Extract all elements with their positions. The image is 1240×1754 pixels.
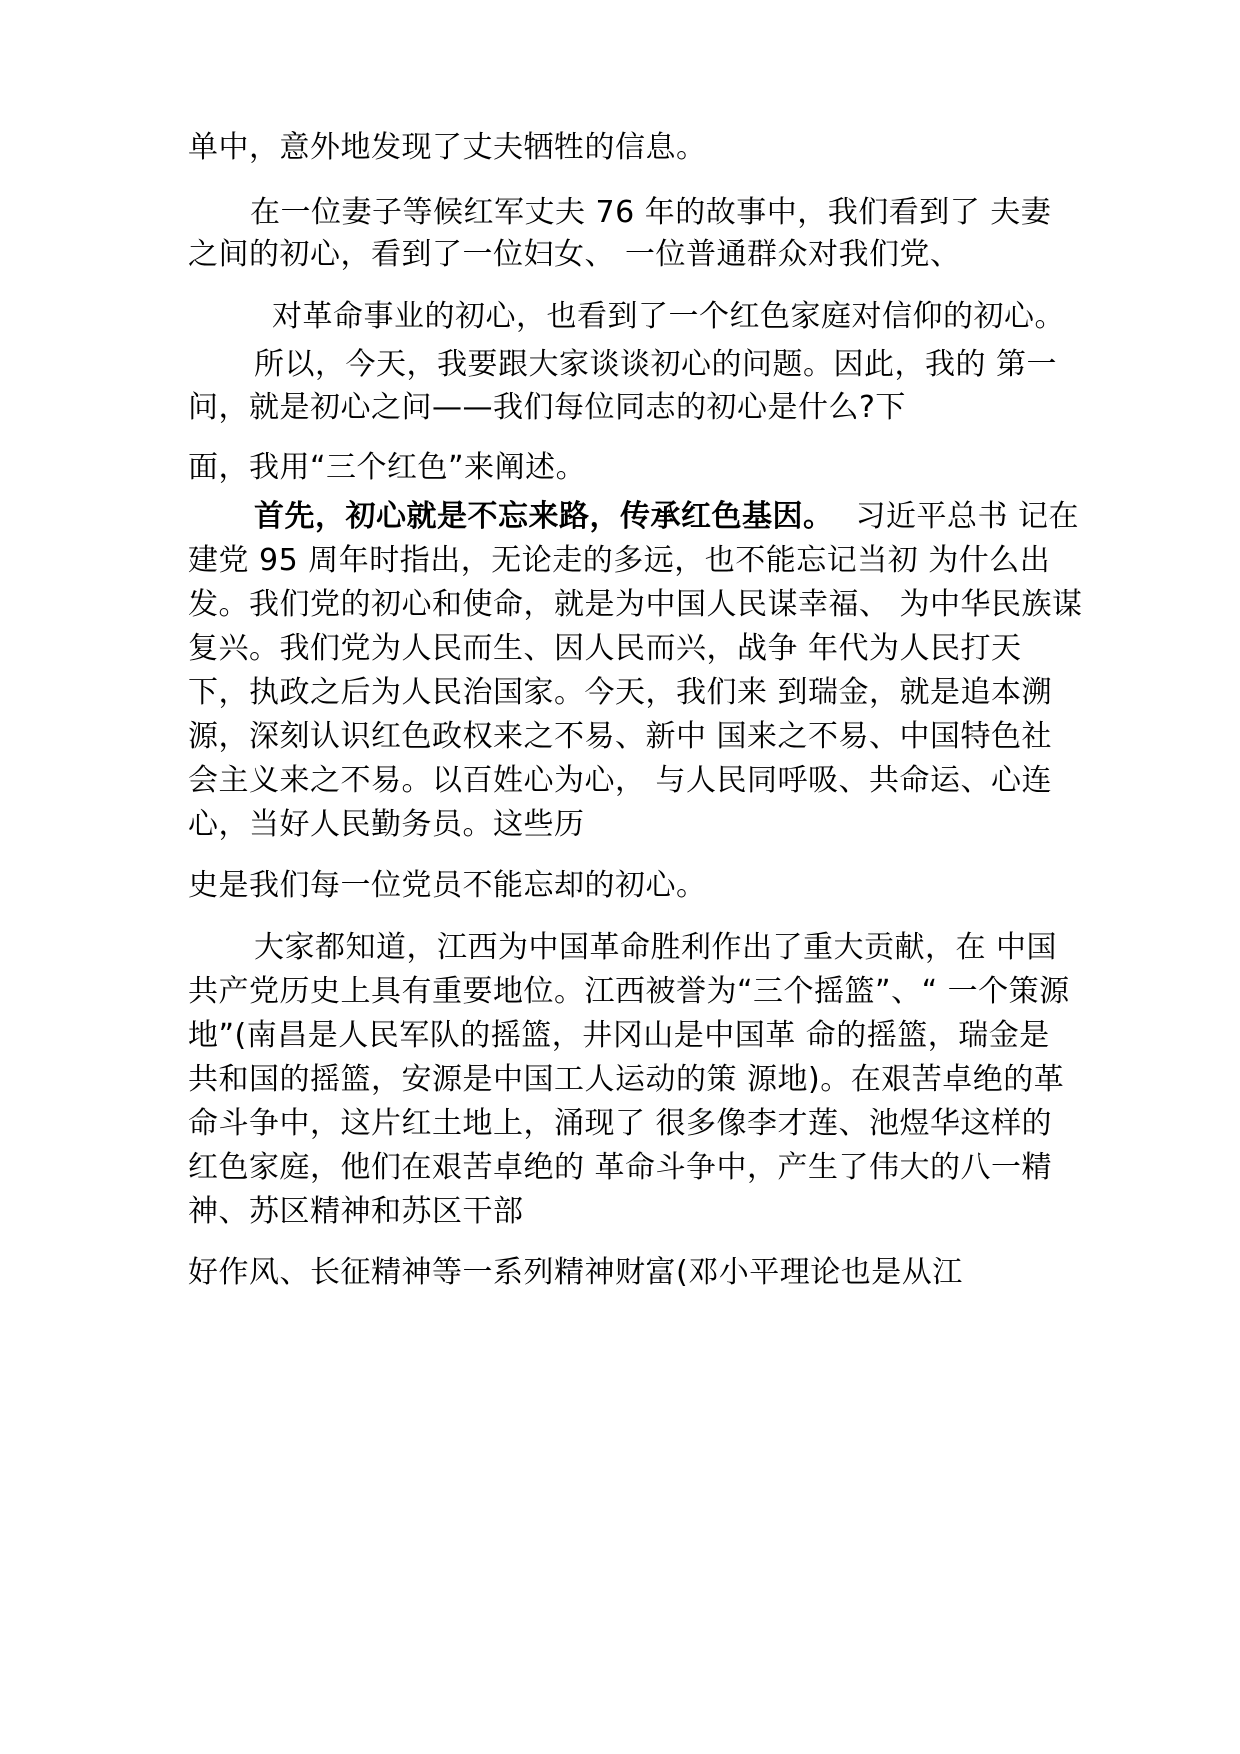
text-line: 复兴。我们党为人民而生、因人民而兴，战争 年代为人民打天 [188,631,1022,666]
text-line: 建党 95 周年时指出，无论走的多远，也不能忘记当初 为什么出 [188,543,1051,578]
text-line: 红色家庭，他们在艰苦卓绝的 革命斗争中，产生了伟大的八一精 [188,1150,1053,1185]
text-line: 在一位妻子等候红军丈夫 76 年的故事中，我们看到了 夫妻 [250,195,1052,230]
text-line: 心，当好人民勤务员。这些历 [188,807,585,842]
text-line: 会主义来之不易。以百姓心为心， 与人民同呼吸、共命运、心连 [188,763,1053,798]
text-line: 所以，今天，我要跟大家谈谈初心的问题。因此，我的 第一 [254,347,1058,382]
text-line: 史是我们每一位党员不能忘却的初心。 [188,868,707,903]
text-line: 之间的初心，看到了一位妇女、 一位普通群众对我们党、 [188,237,961,272]
text-segment: 习近平总书 记在 [855,499,1080,534]
text-line: 问，就是初心之问——我们每位同志的初心是什么?下 [188,390,906,425]
text-line: 发。我们党的初心和使命，就是为中国人民谋幸福、 为中华民族谋 [188,587,1083,622]
text-line: 地”(南昌是人民军队的摇篮，井冈山是中国革 命的摇篮，瑞金是 [188,1018,1050,1053]
text-line: 大家都知道，江西为中国革命胜利作出了重大贡献，在 中国 [254,930,1058,965]
text-line: 面，我用“三个红色”来阐述。 [188,450,587,485]
text-line: 好作风、长征精神等一系列精神财富(邓小平理论也是从江 [188,1255,963,1290]
text-line: 共产党历史上具有重要地位。江西被誉为“三个摇篮”、“ 一个策源 [188,974,1070,1009]
text-line: 共和国的摇篮，安源是中国工人运动的策 源地)。在艰苦卓绝的革 [188,1062,1065,1097]
text-line: 神、苏区精神和苏区干部 [188,1194,524,1229]
bold-heading: 首先，初心就是不忘来路，传承红色基因。 [254,499,834,534]
paragraph-heading-line [254,497,1079,537]
text-line: 源，深刻认识红色政权来之不易、新中 国来之不易、中国特色社 [188,719,1053,754]
text-line: 下，执政之后为人民治国家。今天，我们来 到瑞金，就是追本溯 [188,675,1053,710]
text-line: 命斗争中，这片红土地上，涌现了 很多像李才莲、池煜华这样的 [188,1106,1053,1141]
text-line: 单中，意外地发现了丈夫牺牲的信息。 [188,130,707,165]
text-line: 对革命事业的初心，也看到了一个红色家庭对信仰的初心。 [272,299,1065,334]
